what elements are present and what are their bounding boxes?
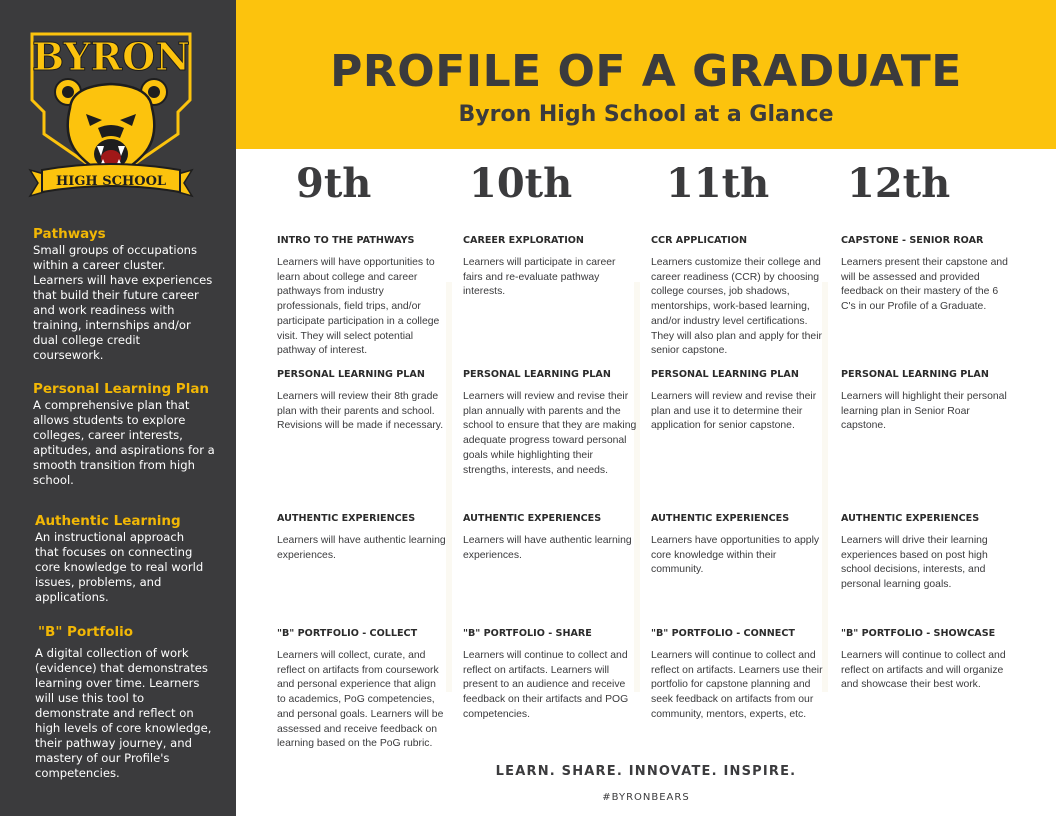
- cell-heading: AUTHENTIC EXPERIENCES: [277, 513, 416, 524]
- cell-text: Learners will drive their learning experiences based on post high school decisions, interests, and personal learning goals.: [841, 535, 988, 591]
- grade-10-portfolio-cell: [463, 628, 635, 723]
- svg-text:BYRON: BYRON: [32, 34, 190, 79]
- b-portfolio-title: "B" Portfolio: [38, 624, 134, 640]
- grade-11-authentic-cell: [651, 513, 823, 578]
- grade-10-career-cell: [463, 235, 635, 300]
- header-banner: [236, 0, 1056, 149]
- grade-11-portfolio-cell: [651, 628, 823, 723]
- hashtag: #BYRONBEARS: [602, 792, 690, 803]
- bear-head-icon: [55, 79, 167, 174]
- cell-text: Learners will continue to collect and reflect on artifacts. Learners will present to an audience and receive feedback on their artifacts and POG competencies.: [463, 650, 629, 720]
- cell-text: Learners will have authentic learning experiences.: [277, 535, 446, 561]
- cell-text: Learners customize their college and career readiness (CCR) by choosing college courses, job shadows, mentorships, work-based learning, and/or industry level certifications. They will also plan and apply for their senior capstone.: [651, 257, 822, 357]
- b-portfolio-definition: [35, 624, 215, 781]
- pathways-definition: [33, 226, 213, 363]
- cell-heading: CAPSTONE - SENIOR ROAR: [841, 235, 984, 246]
- page-title: PROFILE OF A GRADUATE: [330, 46, 962, 97]
- grade-12-learning-plan-cell: [841, 369, 1013, 434]
- byron-bear-logo: [28, 30, 194, 200]
- grade-9-learning-plan-cell: [277, 369, 447, 434]
- authentic-learning-definition: [35, 513, 210, 605]
- grade-11-ccr-cell: [651, 235, 823, 359]
- grade-11-learning-plan-cell: [651, 369, 823, 434]
- cell-heading: CCR APPLICATION: [651, 235, 747, 246]
- cell-text: Learners will have authentic learning experiences.: [463, 535, 632, 561]
- cell-heading: "B" PORTFOLIO - SHOWCASE: [841, 628, 996, 639]
- cell-heading: AUTHENTIC EXPERIENCES: [651, 513, 790, 524]
- cell-text: Learners will participate in career fairs and re-evaluate pathway interests.: [463, 257, 616, 298]
- cell-heading: AUTHENTIC EXPERIENCES: [841, 513, 980, 524]
- grade-9-heading: 9th: [296, 160, 372, 207]
- cell-text: Learners will collect, curate, and reflect on artifacts from coursework and personal experience that align to academics, PoG competencies, and personal goals. Learners will be assessed and receive feedback on learning based on the PoG rubric.: [277, 650, 444, 750]
- pathways-title: Pathways: [33, 226, 106, 242]
- cell-heading: PERSONAL LEARNING PLAN: [463, 369, 611, 380]
- cell-heading: "B" PORTFOLIO - COLLECT: [277, 628, 418, 639]
- grade-12-authentic-cell: [841, 513, 1013, 593]
- cell-heading: "B" PORTFOLIO - CONNECT: [651, 628, 795, 639]
- grade-10-authentic-cell: [463, 513, 635, 563]
- cell-text: Learners have opportunities to apply core knowledge within their community.: [651, 535, 820, 576]
- grade-12-capstone-cell: [841, 235, 1013, 315]
- grade-10-learning-plan-cell: [463, 369, 637, 478]
- cell-heading: PERSONAL LEARNING PLAN: [841, 369, 989, 380]
- page-subtitle: Byron High School at a Glance: [458, 102, 834, 127]
- grade-11-heading: 11th: [666, 160, 770, 207]
- grade-12-portfolio-cell: [841, 628, 1013, 693]
- cell-heading: "B" PORTFOLIO - SHARE: [463, 628, 592, 639]
- pathways-body: Small groups of occupations within a career cluster. Learners will have experiences that build their future career and work readiness with training, internships and/or dual college credit coursework.: [33, 243, 213, 362]
- tagline: LEARN. SHARE. INNOVATE. INSPIRE.: [495, 764, 797, 779]
- personal-learning-plan-body: A comprehensive plan that allows students to explore colleges, career interests, aptitudes, and aspirations for a smooth transition from high school.: [33, 398, 215, 487]
- personal-learning-plan-title: Personal Learning Plan: [33, 381, 210, 397]
- sidebar: [0, 0, 236, 816]
- cell-heading: INTRO TO THE PATHWAYS: [277, 235, 415, 246]
- cell-heading: AUTHENTIC EXPERIENCES: [463, 513, 602, 524]
- b-portfolio-body: A digital collection of work (evidence) that demonstrates learning over time. Learners will use this tool to demonstrate and reflect on high levels of core knowledge, their pathway journey, and mastery of our Profile's competencies.: [35, 646, 212, 780]
- cell-text: Learners present their capstone and will be assessed and provided feedback on their mastery of the 6 C's in our Profile of a Graduate.: [841, 257, 1008, 313]
- grade-9-pathways-cell: [277, 235, 447, 359]
- grade-9-authentic-cell: [277, 513, 447, 563]
- cell-text: Learners will continue to collect and reflect on artifacts and will organize and showcase their best work.: [841, 650, 1006, 691]
- cell-text: Learners will highlight their personal learning plan in Senior Roar capstone.: [841, 391, 1007, 432]
- cell-heading: CAREER EXPLORATION: [463, 235, 584, 246]
- authentic-learning-body: An instructional approach that focuses on connecting core knowledge to real world issues, problems, and applications.: [35, 530, 204, 604]
- cell-text: Learners will review and revise their plan annually with parents and the school to ensure that they are making adequate progress toward personal goals while highlighting their strengths, interests, and needs.: [463, 391, 637, 476]
- cell-text: Learners will have opportunities to learn about college and career pathways from industry professionals, field trips, and/or participate participation in a college visit. They will select potential pathway of interest.: [277, 257, 440, 357]
- personal-learning-plan-definition: [33, 381, 215, 488]
- svg-text:HIGH SCHOOL: HIGH SCHOOL: [55, 174, 167, 189]
- cell-text: Learners will review their 8th grade plan with their parents and school. Revisions will be made if necessary.: [277, 391, 444, 432]
- grade-9-portfolio-cell: [277, 628, 447, 752]
- cell-text: Learners will continue to collect and reflect on artifacts. Learners use their portfolio for capstone planning and seek feedback on artifacts from our community, mentors, experts, etc.: [651, 650, 823, 720]
- grade-12-heading: 12th: [847, 160, 951, 207]
- grade-10-heading: 10th: [469, 160, 573, 207]
- cell-heading: PERSONAL LEARNING PLAN: [277, 369, 425, 380]
- cell-text: Learners will review and revise their plan and use it to determine their application for senior capstone.: [651, 391, 817, 432]
- cell-heading: PERSONAL LEARNING PLAN: [651, 369, 799, 380]
- authentic-learning-title: Authentic Learning: [35, 513, 181, 529]
